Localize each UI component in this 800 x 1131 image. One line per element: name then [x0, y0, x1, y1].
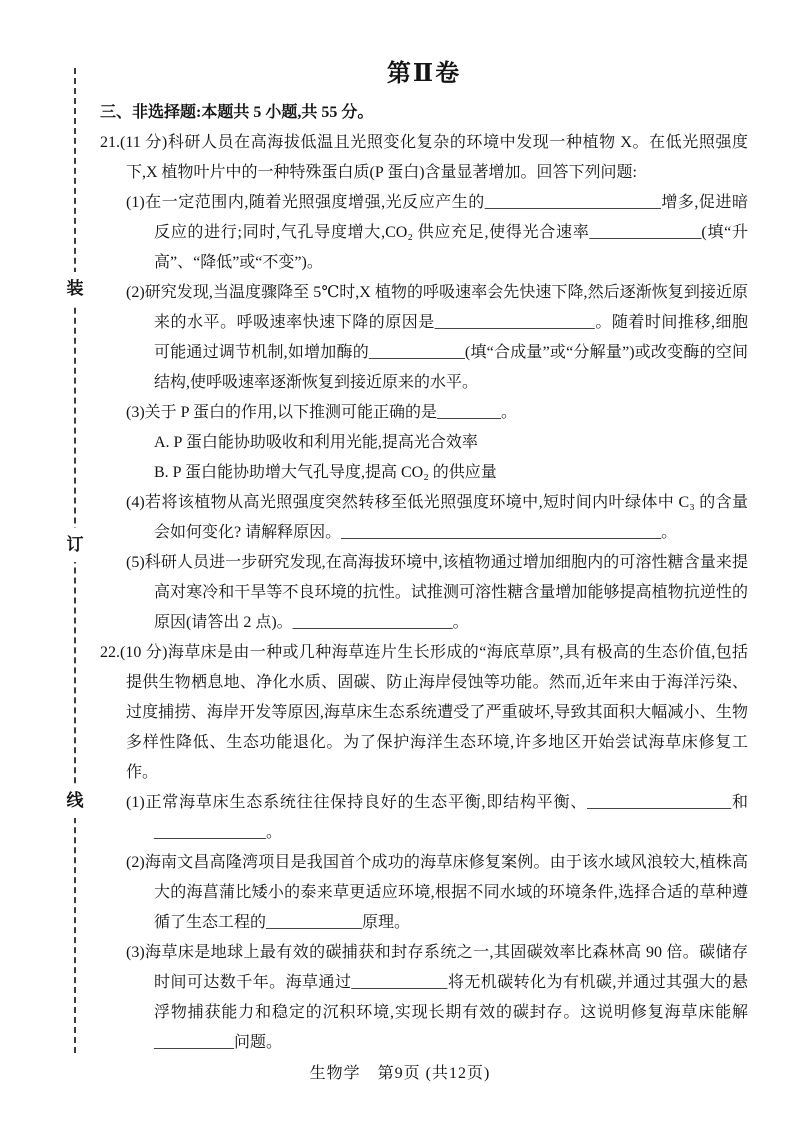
question-22-stem: 22.(10 分)海草床是由一种或几种海草连片生长形成的“海底草原”,具有极高的生态价值,包括提供生物栖息地、净化水质、固碳、防止海岸侵蚀等功能。然而,近年来由于海洋污染、过度捕捞、海岸开发等原因,海草床生态系统遭受了严重破坏,导致其面积大幅减小、生物多样性降低、生态功能退化。为了保护海洋生态环境,许多地区开始尝试海草床修复工作。: [100, 644, 748, 781]
question-21-option-b: B. P 蛋白能协助增大气孔导度,提高 CO₂ 的供应量: [154, 464, 497, 481]
question-21-stem: 21.(11 分)科研人员在高海拔低温且光照变化复杂的环境中发现一种植物 X。在低光照强度下,X 植物叶片中的一种特殊蛋白质(P 蛋白)含量显著增加。回答下列问题:: [100, 134, 748, 181]
binding-label-xian: 线: [62, 784, 88, 818]
question-21-option-a: A. P 蛋白能协助吸收和利用光能,提高光合效率: [154, 434, 478, 451]
exam-content: [100, 56, 748, 1058]
question-21-part-1: (1)在一定范围内,随着光照强度增强,光反应产生的______________________增多,促进暗反应的进行;同时,气孔导度增大,CO₂ 供应充足,使得光合速率______________(填“升高”、“降低”或“不变”)。: [126, 194, 748, 271]
question-22-part-1: (1)正常海草床生态系统往往保持良好的生态平衡,即结构平衡、__________________和______________。: [126, 794, 748, 841]
question-21-part-2: (2)研究发现,当温度骤降至 5℃时,X 植物的呼吸速率会先快速下降,然后逐渐恢复到接近原来的水平。呼吸速率快速下降的原因是____________________。随着时间推移,细胞可能通过调节机制,如增加酶的____________(填“合成量”或“分解量”)或改变酶的空间结构,使呼吸速率逐渐恢复到接近原来的水平。: [126, 284, 748, 391]
question-22-part-2: (2)海南文昌高隆湾项目是我国首个成功的海草床修复案例。由于该水域风浪较大,植株高大的海菖蒲比矮小的泰来草更适应环境,根据不同水域的环境条件,选择合适的草种遵循了生态工程的____________原理。: [126, 854, 748, 931]
binding-label-zhuang: 装: [62, 272, 88, 306]
question-21-part-5: (5)科研人员进一步研究发现,在高海拔环境中,该植物通过增加细胞内的可溶性糖含量来提高对寒冷和干旱等不良环境的抗性。试推测可溶性糖含量增加能够提高植物抗逆性的原因(请答出 2 点)。____________________。: [126, 554, 748, 631]
question-22-part-3: (3)海草床是地球上最有效的碳捕获和封存系统之一,其固碳效率比森林高 90 倍。碳储存时间可达数千年。海草通过____________将无机碳转化为有机碳,并通过其强大的悬浮物捕获能力和稳定的沉积环境,实现长期有效的碳封存。这说明修复海草床能解__________问题。: [126, 944, 748, 1051]
volume-title: 第Ⅱ卷: [386, 61, 462, 87]
section-heading: 三、非选择题:本题共 5 小题,共 55 分。: [100, 104, 374, 121]
question-21-part-3: (3)关于 P 蛋白的作用,以下推测可能正确的是________。: [126, 404, 517, 421]
page-footer: 生物学 第9页 (共12页): [309, 1065, 491, 1082]
question-21-part-4: (4)若将该植物从高光照强度突然转移至低光照强度环境中,短时间内叶绿体中 C₃ 的含量会如何变化? 请解释原因。________________________________________。: [126, 494, 748, 541]
binding-label-ding: 订: [62, 528, 88, 562]
